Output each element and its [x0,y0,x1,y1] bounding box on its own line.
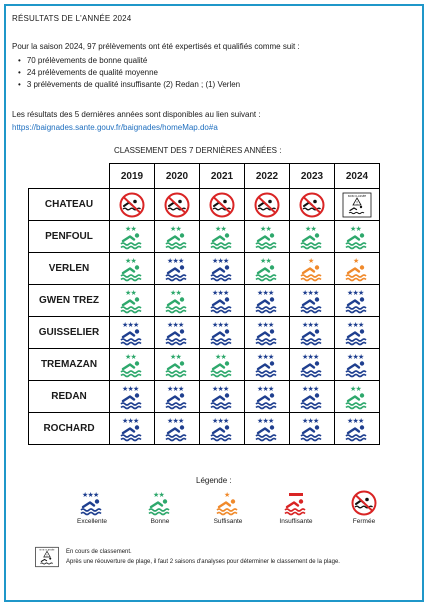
svg-text:★: ★ [178,384,185,393]
excellente-quality-icon [341,288,373,314]
grade-cell-excellente [200,285,245,317]
bonne-quality-icon [341,224,373,250]
bonne-quality-icon [161,224,193,250]
excellente-quality-icon [206,384,238,410]
svg-text:★: ★ [358,416,365,425]
grade-cell-bonne [335,381,380,413]
grade-cell-excellente [200,413,245,445]
svg-text:★: ★ [268,288,275,297]
svg-text:★: ★ [350,224,357,233]
grade-cell-excellente [200,317,245,349]
svg-text:★: ★ [127,384,134,393]
svg-text:★: ★ [313,288,320,297]
bonne-quality-icon [251,256,283,282]
grade-cell-excellente [200,381,245,413]
beach-name: VERLEN [29,253,110,285]
beach-name: CHATEAU [29,189,110,221]
grade-cell-fermee [110,189,155,221]
legend-label: Excellente [77,518,107,525]
svg-text:★: ★ [178,416,185,425]
excellente-quality-icon [341,416,373,442]
list-item: • 24 prélèvements de qualité moyenne [18,67,240,79]
grade-cell-suffisante [290,253,335,285]
svg-text:★: ★ [257,320,264,329]
grade-cell-bonne [290,221,335,253]
svg-text:★: ★ [223,320,230,329]
grade-cell-fermee [155,189,200,221]
year-header: 2019 [110,164,155,189]
svg-text:★: ★ [310,224,317,233]
legend-item-bonne [130,490,190,525]
svg-text:★: ★ [130,256,137,265]
table-row [29,221,380,253]
svg-text:★: ★ [178,320,185,329]
excellente-quality-icon [296,320,328,346]
suffisante-quality-icon [212,490,244,516]
legend-item-fermee [334,490,394,525]
beach-name: PENFOUL [29,221,110,253]
svg-text:★: ★ [352,352,359,361]
grade-cell-excellente [245,349,290,381]
svg-text:★: ★ [178,256,185,265]
svg-text:★: ★ [307,416,314,425]
closed-beach-icon [251,192,283,218]
excellente-quality-icon [76,490,108,516]
svg-text:★: ★ [262,352,269,361]
svg-text:!: ! [356,200,358,206]
legend-label: Insuffisante [279,518,313,525]
excellente-quality-icon [251,288,283,314]
svg-text:★: ★ [302,320,309,329]
legend-label: Suffisante [213,518,243,525]
grade-cell-excellente [110,317,155,349]
excellente-quality-icon [296,352,328,378]
table-row [29,317,380,349]
grade-cell-suffisante [335,253,380,285]
excellente-quality-icon [161,384,193,410]
svg-text:★: ★ [347,320,354,329]
svg-text:NON CLASSÉE: NON CLASSÉE [39,549,55,552]
svg-text:★: ★ [350,384,357,393]
bonne-quality-icon [144,490,176,516]
svg-text:★: ★ [308,256,315,265]
classification-table [28,163,380,445]
svg-text:★: ★ [260,224,267,233]
svg-text:★: ★ [352,320,359,329]
excellente-quality-icon [296,288,328,314]
svg-text:★: ★ [217,416,224,425]
svg-text:★: ★ [268,320,275,329]
svg-text:★: ★ [167,416,174,425]
svg-text:★: ★ [172,384,179,393]
year-header: 2021 [200,164,245,189]
table-row [29,189,380,221]
svg-text:★: ★ [125,352,132,361]
svg-text:★: ★ [212,320,219,329]
grade-cell-bonne [335,221,380,253]
grade-cell-excellente [335,317,380,349]
svg-text:★: ★ [355,224,362,233]
grade-cell-excellente [290,317,335,349]
bonne-quality-icon [116,224,148,250]
svg-text:!: ! [46,553,48,558]
grade-cell-excellente [155,317,200,349]
year-header: 2022 [245,164,290,189]
svg-text:★: ★ [172,416,179,425]
excellente-quality-icon [296,416,328,442]
bonne-quality-icon [116,256,148,282]
not-classified-icon [341,192,373,218]
grade-cell-bonne [245,221,290,253]
bonne-quality-icon [206,352,238,378]
svg-text:★: ★ [313,384,320,393]
bonne-quality-icon [296,224,328,250]
svg-text:★: ★ [167,384,174,393]
legend-item-insuffisante [266,490,326,525]
excellente-quality-icon [116,384,148,410]
bonne-quality-icon [161,288,193,314]
excellente-quality-icon [206,416,238,442]
grade-cell-excellente [335,413,380,445]
grade-cell-excellente [245,317,290,349]
svg-text:★: ★ [223,288,230,297]
excellente-quality-icon [251,416,283,442]
svg-text:★: ★ [260,256,267,265]
grade-cell-excellente [110,413,155,445]
grade-cell-excellente [290,381,335,413]
grade-cell-bonne [200,221,245,253]
svg-text:★: ★ [262,384,269,393]
grade-cell-excellente [155,413,200,445]
grade-cell-bonne [110,349,155,381]
svg-text:★: ★ [265,224,272,233]
grade-cell-bonne [245,253,290,285]
svg-text:★: ★ [268,416,275,425]
year-header: 2020 [155,164,200,189]
svg-text:★: ★ [212,288,219,297]
bonne-quality-icon [251,224,283,250]
svg-text:★: ★ [215,352,222,361]
svg-text:★: ★ [355,384,362,393]
excellente-quality-icon [341,352,373,378]
grade-cell-excellente [200,253,245,285]
excellente-quality-icon [161,416,193,442]
svg-text:★: ★ [262,288,269,297]
svg-text:★: ★ [313,416,320,425]
grade-cell-fermee [290,189,335,221]
results-text: Les résultats des 5 dernières années sont disponibles au lien suivant : [12,110,261,119]
excellente-quality-icon [251,320,283,346]
svg-text:★: ★ [215,224,222,233]
grade-cell-bonne [155,285,200,317]
svg-text:★: ★ [212,384,219,393]
svg-text:★: ★ [87,491,94,499]
svg-text:★: ★ [172,256,179,265]
excellente-quality-icon [161,320,193,346]
svg-text:★: ★ [217,384,224,393]
svg-text:★: ★ [127,416,134,425]
list-item: • 70 prélèvements de bonne qualité [18,55,240,67]
excellente-quality-icon [206,320,238,346]
svg-text:★: ★ [347,352,354,361]
grade-cell-excellente [245,285,290,317]
svg-text:★: ★ [302,288,309,297]
legend-label: Bonne [150,518,170,525]
svg-text:★: ★ [347,416,354,425]
svg-text:★: ★ [125,256,132,265]
svg-text:★: ★ [353,256,360,265]
grade-cell-encours [335,189,380,221]
excellente-quality-icon [116,416,148,442]
svg-text:★: ★ [133,416,140,425]
svg-text:★: ★ [262,416,269,425]
note-line-2: Après une réouverture de plage, il faut 2 saisons d'analyses pour déterminer le classement de la plage. [66,559,340,565]
svg-text:★: ★ [257,288,264,297]
svg-text:★: ★ [347,288,354,297]
bonne-quality-icon [161,352,193,378]
note-line-1: En cours de classement. [66,549,132,555]
excellente-quality-icon [116,320,148,346]
svg-text:★: ★ [172,320,179,329]
svg-text:★: ★ [223,416,230,425]
svg-text:★: ★ [122,416,129,425]
grade-cell-bonne [200,349,245,381]
grade-cell-bonne [155,349,200,381]
svg-text:★: ★ [302,352,309,361]
svg-text:★: ★ [352,288,359,297]
svg-text:★: ★ [268,384,275,393]
table-header-row [29,164,380,189]
beach-name: GWEN TREZ [29,285,110,317]
svg-text:★: ★ [133,384,140,393]
grade-cell-excellente [245,381,290,413]
excellente-quality-icon [161,256,193,282]
svg-text:★: ★ [125,224,132,233]
insuffisante-quality-icon [280,490,312,516]
svg-text:★: ★ [268,352,275,361]
excellente-quality-icon [296,384,328,410]
svg-text:NON CLASSÉE: NON CLASSÉE [347,194,367,198]
svg-text:★: ★ [153,491,160,499]
excellente-quality-icon [206,288,238,314]
svg-text:★: ★ [170,288,177,297]
table-row [29,413,380,445]
table-title: CLASSEMENT DES 7 DERNIÈRES ANNÉES : [114,146,282,155]
svg-text:★: ★ [125,288,132,297]
legend-label: Fermée [352,518,376,525]
svg-text:★: ★ [170,352,177,361]
legend [62,490,382,534]
svg-text:★: ★ [170,224,177,233]
grade-cell-bonne [110,285,155,317]
grade-cell-bonne [110,221,155,253]
grade-cell-excellente [290,349,335,381]
page-title: RÉSULTATS DE L'ANNÉE 2024 [12,14,132,23]
svg-text:★: ★ [302,416,309,425]
svg-text:★: ★ [175,352,182,361]
year-header: 2024 [335,164,380,189]
svg-text:★: ★ [305,224,312,233]
grade-cell-excellente [290,285,335,317]
legend-item-excellente [62,490,122,525]
table-row [29,349,380,381]
closed-beach-icon [161,192,193,218]
svg-text:★: ★ [212,256,219,265]
bonne-quality-icon [341,384,373,410]
svg-text:★: ★ [217,288,224,297]
svg-text:★: ★ [220,352,227,361]
svg-text:★: ★ [358,352,365,361]
closed-beach-icon [348,490,380,516]
svg-text:★: ★ [358,288,365,297]
grade-cell-excellente [290,413,335,445]
svg-text:★: ★ [127,320,134,329]
svg-text:★: ★ [257,384,264,393]
svg-text:★: ★ [307,288,314,297]
legend-title: Légende : [196,476,232,485]
svg-text:★: ★ [212,416,219,425]
svg-text:★: ★ [122,384,129,393]
grade-cell-excellente [155,253,200,285]
svg-text:★: ★ [130,288,137,297]
svg-text:★: ★ [130,352,137,361]
grade-cell-excellente [335,285,380,317]
beach-name: TREMAZAN [29,349,110,381]
svg-text:★: ★ [167,256,174,265]
list-item: • 3 prélèvements de qualité insuffisante (2) Redan ; (1) Verlen [18,79,240,91]
svg-text:★: ★ [307,352,314,361]
grade-cell-fermee [245,189,290,221]
grade-cell-excellente [155,381,200,413]
closed-beach-icon [296,192,328,218]
excellente-quality-icon [251,384,283,410]
svg-text:★: ★ [223,256,230,265]
excellente-quality-icon [251,352,283,378]
svg-text:★: ★ [223,384,230,393]
svg-text:★: ★ [257,352,264,361]
bonne-quality-icon [116,352,148,378]
closed-beach-icon [206,192,238,218]
svg-text:★: ★ [167,320,174,329]
svg-text:★: ★ [307,384,314,393]
svg-text:★: ★ [265,256,272,265]
svg-text:★: ★ [352,416,359,425]
grade-cell-excellente [110,381,155,413]
results-link[interactable]: https://baignades.sante.gouv.fr/baignades/homeMap.do#a [12,123,218,132]
suffisante-quality-icon [296,256,328,282]
beach-name: REDAN [29,381,110,413]
grade-cell-excellente [335,349,380,381]
grade-cell-bonne [110,253,155,285]
grade-cell-fermee [200,189,245,221]
bonne-quality-icon [206,224,238,250]
svg-text:★: ★ [217,320,224,329]
svg-text:★: ★ [217,256,224,265]
svg-text:★: ★ [175,288,182,297]
svg-text:★: ★ [307,320,314,329]
excellente-quality-icon [341,320,373,346]
intro-text: Pour la saison 2024, 97 prélèvements ont été expertisés et qualifiés comme suit : [12,42,300,51]
suffisante-quality-icon [341,256,373,282]
svg-text:★: ★ [313,352,320,361]
svg-text:★: ★ [158,491,165,499]
svg-text:★: ★ [220,224,227,233]
svg-text:★: ★ [130,224,137,233]
svg-text:★: ★ [224,491,231,499]
results-list [18,55,240,91]
beach-name: GUISSELIER [29,317,110,349]
svg-text:★: ★ [313,320,320,329]
excellente-quality-icon [206,256,238,282]
svg-text:★: ★ [302,384,309,393]
table-row [29,253,380,285]
not-classified-icon [34,544,60,570]
bonne-quality-icon [116,288,148,314]
svg-text:★: ★ [122,320,129,329]
svg-text:★: ★ [175,224,182,233]
svg-text:★: ★ [82,491,89,499]
table-corner [29,164,110,189]
grade-cell-bonne [155,221,200,253]
grade-cell-excellente [245,413,290,445]
svg-text:★: ★ [133,320,140,329]
year-header: 2023 [290,164,335,189]
svg-text:★: ★ [262,320,269,329]
legend-item-suffisante [198,490,258,525]
svg-text:★: ★ [93,491,100,499]
table-row [29,381,380,413]
closed-beach-icon [116,192,148,218]
beach-name: ROCHARD [29,413,110,445]
svg-text:★: ★ [358,320,365,329]
table-row [29,285,380,317]
svg-text:★: ★ [257,416,264,425]
